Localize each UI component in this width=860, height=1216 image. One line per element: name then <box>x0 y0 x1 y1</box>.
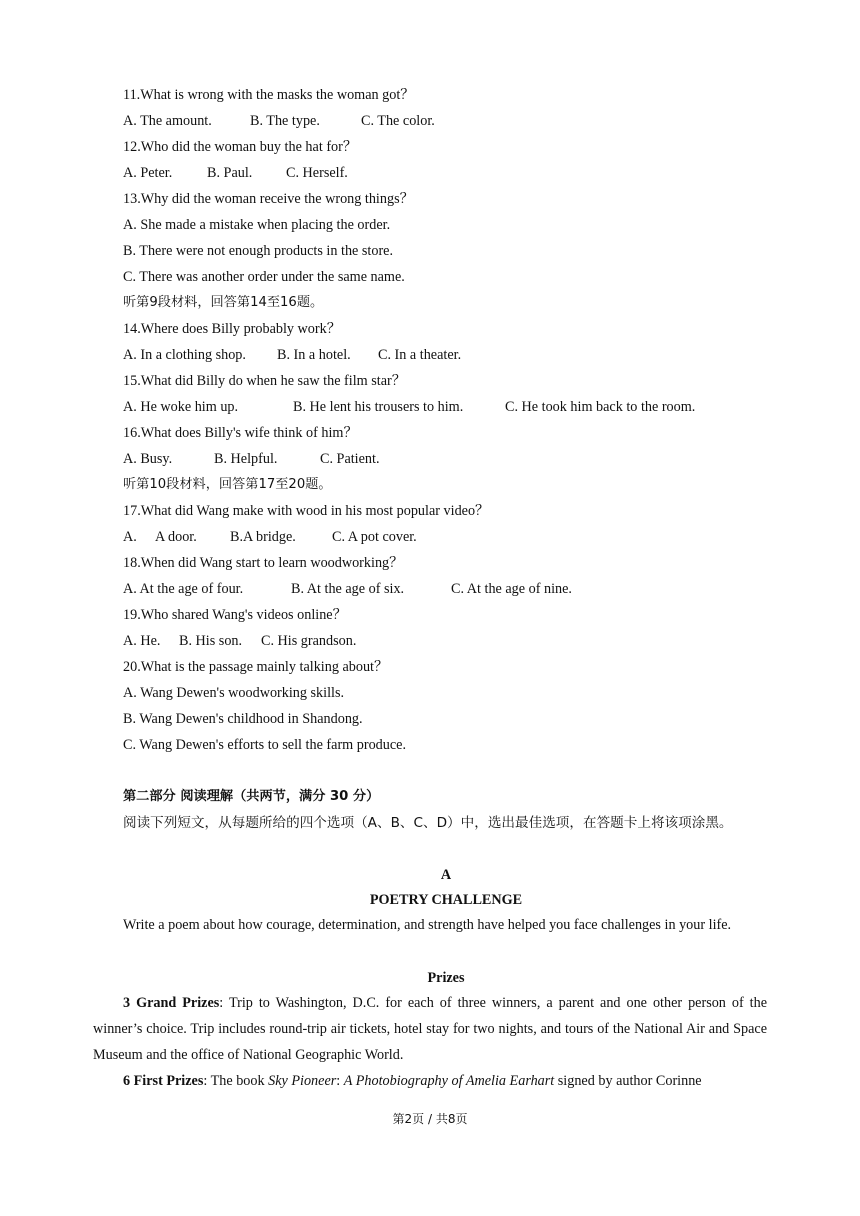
question-17: 17.What did Wang make with wood in his most popular video？ <box>123 503 490 519</box>
book-title-part-1: Sky Pioneer <box>268 1073 337 1089</box>
option-c: C. His grandson. <box>261 633 357 649</box>
first-prizes-text: : The book <box>203 1073 269 1089</box>
option-b: B. Paul. <box>207 165 253 181</box>
first-prizes-text: : <box>336 1073 344 1089</box>
first-prizes-paragraph <box>93 1068 767 1094</box>
option-a: A. At the age of four. <box>123 581 244 597</box>
grand-prizes-label: 3 Grand Prizes <box>123 995 220 1011</box>
grand-prizes-paragraph <box>93 990 767 1068</box>
question-20: 20.What is the passage mainly talking about？ <box>123 659 389 675</box>
option-a: A. In a clothing shop. <box>123 347 246 363</box>
question-13: 13.Why did the woman receive the wrong things？ <box>123 191 414 207</box>
question-16: 16.What does Billy's wife think of him？ <box>123 425 358 441</box>
prizes-heading: Prizes <box>427 970 465 986</box>
option-c: C. Wang Dewen's efforts to sell the farm produce. <box>123 737 406 753</box>
option-b: B. There were not enough products in the store. <box>123 243 394 259</box>
grand-prizes-text: : Trip to Washington, D.C. for each of three winners, a parent and one other person of the winner’s choice. Trip includes round-trip air tickets, hotel stay for two nights, and tours of the National Air and Space Museum and the office of National Geographic World. <box>93 995 768 1063</box>
option-a: A. Busy. <box>123 451 173 467</box>
option-c: C. At the age of nine. <box>451 581 572 597</box>
option-c: C. Patient. <box>320 451 380 467</box>
question-11: 11.What is wrong with the masks the woman got？ <box>123 87 415 103</box>
option-a: A. He. <box>123 633 161 649</box>
option-b: B. Helpful. <box>214 451 278 467</box>
book-title-part-2: A Photobiography of Amelia Earhart <box>343 1073 555 1089</box>
option-a: A. She made a mistake when placing the order. <box>123 217 391 233</box>
section-10-instruction: 听第10段材料，回答第17至20题。 <box>123 477 332 492</box>
question-18: 18.When did Wang start to learn woodworking？ <box>123 555 404 571</box>
option-c: C. The color. <box>361 113 435 129</box>
option-a: A. He woke him up. <box>123 399 239 415</box>
question-15: 15.What did Billy do when he saw the film star？ <box>123 373 406 389</box>
option-a-letter: A. <box>123 529 137 545</box>
passage-title: POETRY CHALLENGE <box>369 892 523 908</box>
option-b: B. Wang Dewen's childhood in Shandong. <box>123 711 363 727</box>
section-9-instruction: 听第9段材料，回答第14至16题。 <box>123 295 324 310</box>
first-prizes-label: 6 First Prizes <box>123 1073 204 1089</box>
option-c: C. Herself. <box>286 165 348 181</box>
option-a: A. The amount. <box>123 113 212 129</box>
option-b: B. The type. <box>250 113 320 129</box>
option-c: C. In a theater. <box>378 347 462 363</box>
option-a: A door. <box>155 529 197 545</box>
option-b: B.A bridge. <box>230 529 296 545</box>
passage-intro: Write a poem about how courage, determination, and strength have helped you face challenges in your life. <box>123 917 732 933</box>
question-19: 19.Who shared Wang's videos online？ <box>123 607 347 623</box>
option-c: C. A pot cover. <box>332 529 417 545</box>
page-footer: 第2页 / 共8页 <box>392 1112 468 1126</box>
option-c: C. There was another order under the same name. <box>123 269 405 285</box>
option-b: B. At the age of six. <box>291 581 405 597</box>
option-a: A. Peter. <box>123 165 173 181</box>
first-prizes-text: signed by author Corinne <box>554 1073 702 1089</box>
option-b: B. He lent his trousers to him. <box>293 399 464 415</box>
passage-letter: A <box>440 867 452 883</box>
question-12: 12.Who did the woman buy the hat for？ <box>123 139 358 155</box>
question-14: 14.Where does Billy probably work？ <box>123 321 341 337</box>
option-c: C. He took him back to the room. <box>505 399 696 415</box>
option-b: B. His son. <box>179 633 243 649</box>
option-a: A. Wang Dewen's woodworking skills. <box>123 685 345 701</box>
reading-instruction: 阅读下列短文，从每题所给的四个选项（A、B、C、D）中，选出最佳选项，在答题卡上将该项涂黑。 <box>123 815 733 831</box>
option-b: B. In a hotel. <box>277 347 351 363</box>
part-heading: 第二部分 阅读理解（共两节，满分 30 分） <box>123 789 380 804</box>
